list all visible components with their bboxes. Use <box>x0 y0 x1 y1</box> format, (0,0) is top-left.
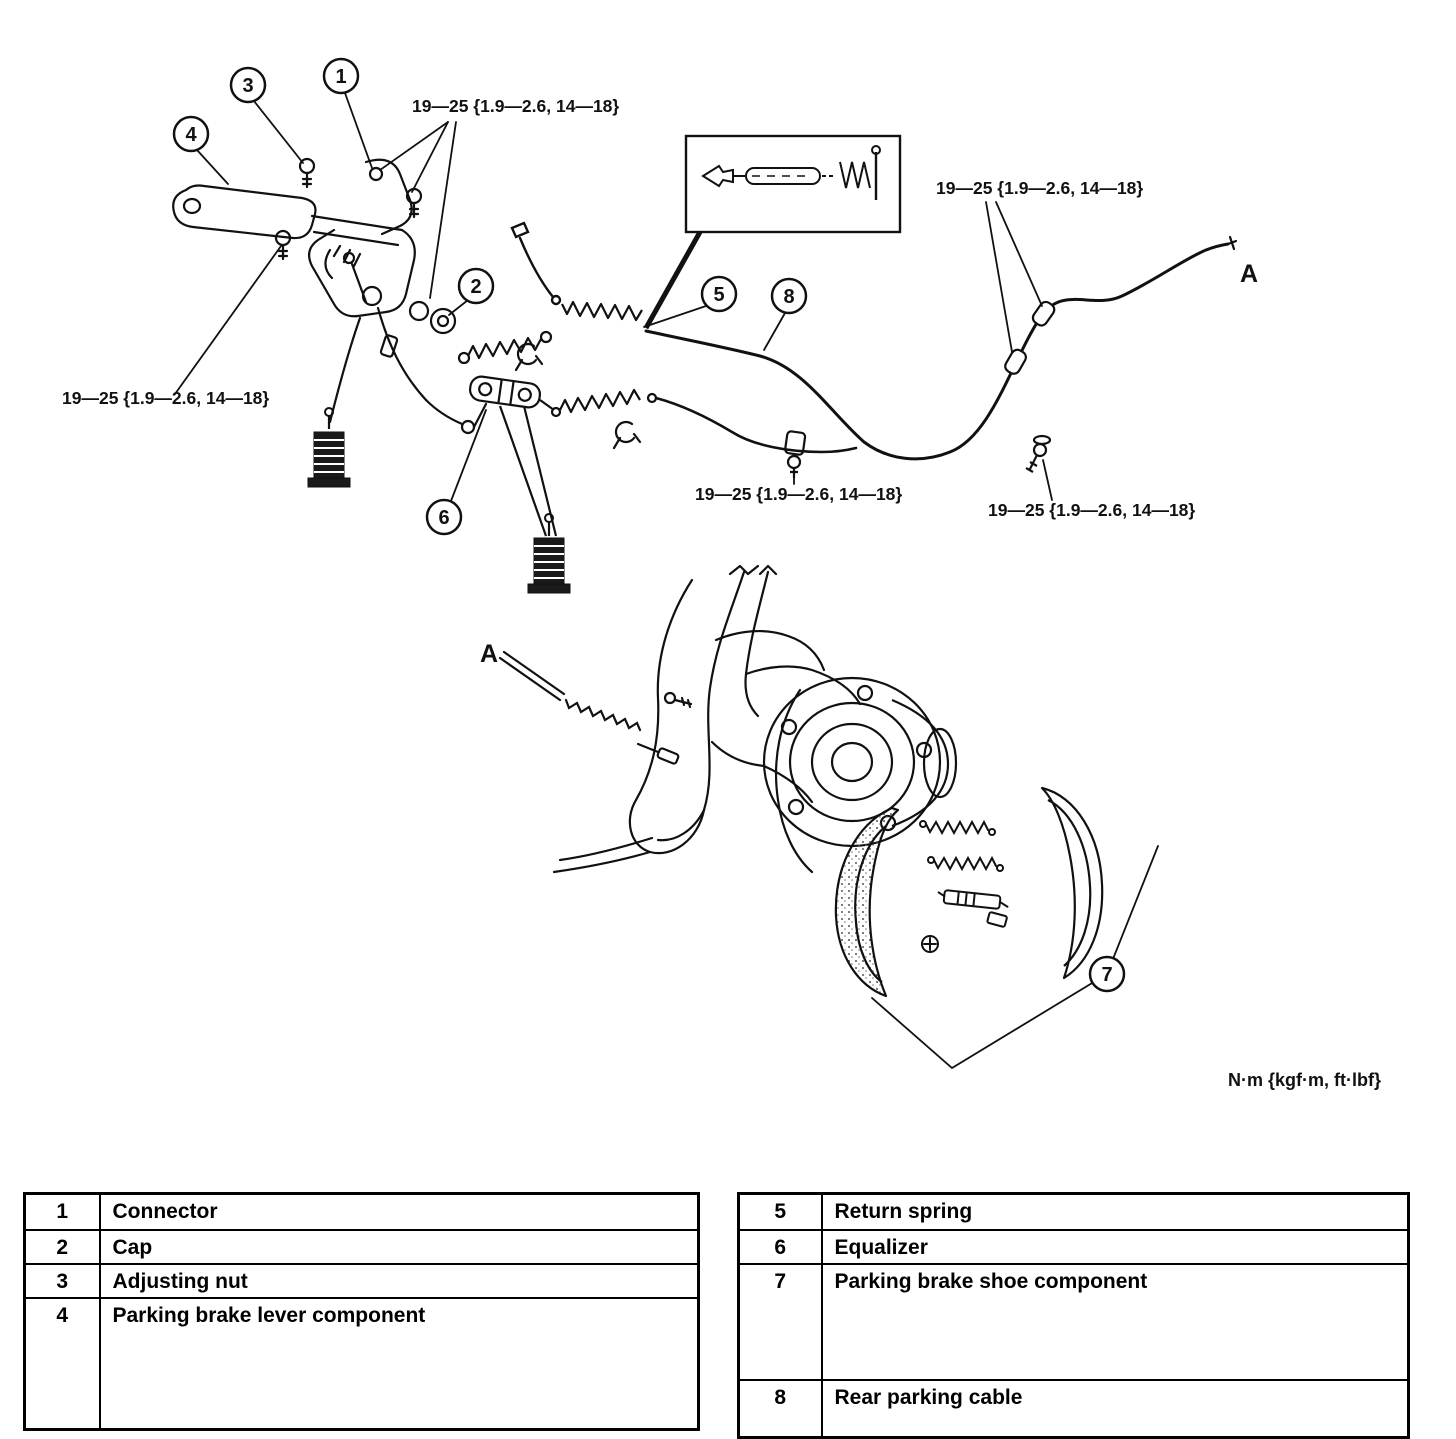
rear-knuckle <box>554 566 860 872</box>
legend-item-number: 7 <box>739 1264 822 1380</box>
legend-item-label: Rear parking cable <box>822 1380 1409 1438</box>
table-row <box>739 1264 1409 1380</box>
adjusting-nut <box>410 302 428 320</box>
cable-clamp-bolt-right <box>1026 436 1050 472</box>
cable-a-wheel-section <box>500 652 691 764</box>
legend-item-number: 6 <box>739 1230 822 1264</box>
legend-table-right <box>737 1192 1410 1439</box>
svg-text:1: 1 <box>335 66 347 88</box>
table-row <box>25 1264 699 1298</box>
legend-item-label: Return spring <box>822 1194 1409 1230</box>
legend-item-number: 5 <box>739 1194 822 1230</box>
return-spring <box>562 302 642 320</box>
boot-1 <box>308 408 350 487</box>
torque-label-bottom-right: 19—25 {1.9—2.6, 14—18} <box>988 500 1196 520</box>
text-labels <box>62 96 1381 1090</box>
front-cable <box>512 223 560 304</box>
legend-item-label: Parking brake shoe component <box>822 1264 1409 1380</box>
svg-text:7: 7 <box>1101 964 1113 986</box>
spring-lower <box>540 390 656 416</box>
shoe-springs-and-adjuster <box>920 821 1009 952</box>
cable-clamp-bolt-center <box>785 431 806 478</box>
callout-4 <box>174 117 208 151</box>
table-row <box>739 1230 1409 1264</box>
callout-7 <box>1090 957 1124 991</box>
torque-label-right-of-inset: 19—25 {1.9—2.6, 14—18} <box>936 178 1144 198</box>
boot-2 <box>528 514 570 593</box>
svg-text:6: 6 <box>438 507 450 529</box>
ref-label-a-cable-end: A <box>1240 260 1259 288</box>
legend-item-label: Cap <box>100 1230 699 1264</box>
unit-note: N·m {kgf·m, ft·lbf} <box>1228 1070 1381 1090</box>
legend-item-label: Equalizer <box>822 1230 1409 1264</box>
callout-5 <box>702 277 736 311</box>
table-row <box>25 1230 699 1264</box>
callout-1 <box>324 59 358 93</box>
callout-3 <box>231 68 265 102</box>
legend-item-label: Parking brake lever component <box>100 1298 699 1430</box>
ref-label-a-wheel-end: A <box>480 640 499 668</box>
cable-clamp-1 <box>1003 348 1028 376</box>
svg-text:3: 3 <box>242 75 254 97</box>
table-row <box>739 1380 1409 1438</box>
callout-2 <box>459 269 493 303</box>
rear-parking-cable <box>646 237 1236 459</box>
equalizer-part <box>469 375 556 536</box>
svg-text:4: 4 <box>185 124 197 146</box>
legend-item-number: 2 <box>25 1230 100 1264</box>
table-row <box>25 1298 699 1430</box>
table-row <box>739 1194 1409 1230</box>
callout-6 <box>427 500 461 534</box>
torque-label-top-left: 19—25 {1.9—2.6, 14—18} <box>412 96 620 116</box>
svg-text:5: 5 <box>713 284 725 306</box>
torque-label-bottom-center: 19—25 {1.9—2.6, 14—18} <box>695 484 903 504</box>
legend-item-number: 1 <box>25 1194 100 1230</box>
legend-item-label: Adjusting nut <box>100 1264 699 1298</box>
callout-8 <box>772 279 806 313</box>
svg-text:8: 8 <box>783 286 795 308</box>
callout-leader-lines <box>197 93 1158 1068</box>
legend-item-number: 8 <box>739 1380 822 1438</box>
legend-item-number: 3 <box>25 1264 100 1298</box>
legend-table-left <box>23 1192 700 1431</box>
legend-item-number: 4 <box>25 1298 100 1430</box>
table-row <box>25 1194 699 1230</box>
torque-label-left: 19—25 {1.9—2.6, 14—18} <box>62 388 270 408</box>
lower-rear-cable <box>656 398 856 452</box>
legend-item-label: Connector <box>100 1194 699 1230</box>
svg-text:2: 2 <box>470 276 482 298</box>
